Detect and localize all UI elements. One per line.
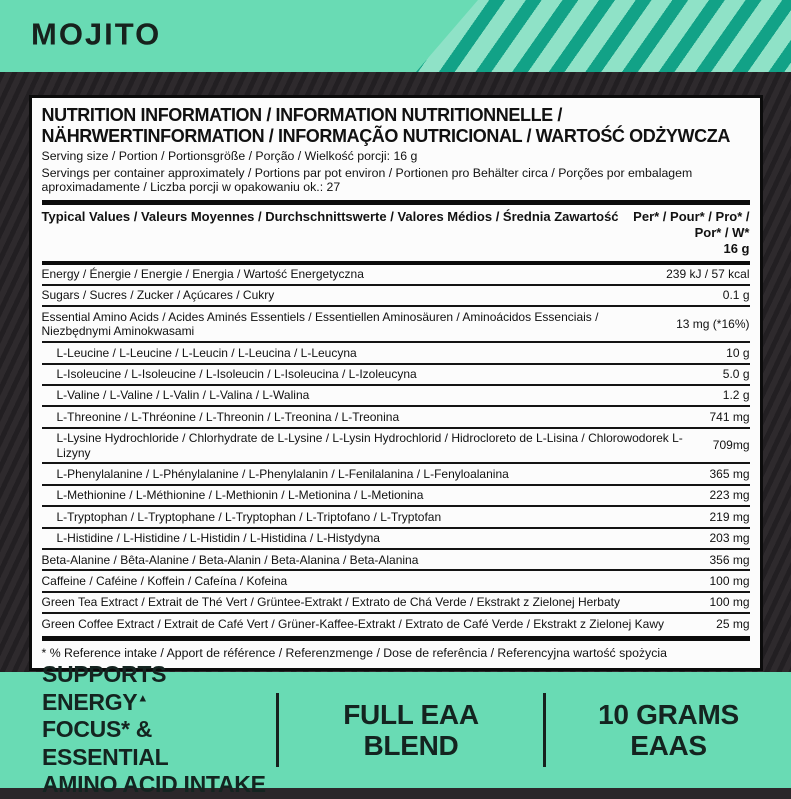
row-label: L-Lysine Hydrochloride / Chlorhydrate de L-Lysine / L-Lysin Hydrochlorid / Hidrocloreto de L-Lisina / Chlorowodorek L-Lizyny <box>56 431 683 460</box>
nutrition-panel <box>29 95 763 671</box>
row-value: 5.0 g <box>722 367 750 382</box>
claim-line: 10 GRAMS <box>598 698 739 730</box>
row-value: 223 mg <box>709 488 750 503</box>
row-label: L-Tryptophan / L-Tryptophane / L-Tryptophan / L-Triptofano / L-Tryptofan <box>56 509 442 524</box>
row-value: 25 mg <box>716 616 750 631</box>
label-body <box>0 72 791 672</box>
per-serving-line2: Por* / W* <box>694 224 750 240</box>
row-label: Green Coffee Extract / Extrait de Café Vert / Grüner-Kaffee-Extrakt / Extrato de Café Verde / Ekstrakt z Zielonej Kawy <box>41 616 664 631</box>
row-value: 100 mg <box>709 595 750 610</box>
claim-line: FOCUS* & ESSENTIAL <box>42 716 169 770</box>
row-label: Green Tea Extract / Extrait de Thé Vert / Grüntee-Extrakt / Extrato de Chá Verde / Ekstrakt z Zielonej Herbaty <box>41 595 620 610</box>
row-value: 13 mg (*16%) <box>676 317 750 332</box>
claim-full-eaa-blend <box>279 699 543 762</box>
claim-line: BLEND <box>363 730 459 761</box>
nutrient-row <box>42 569 750 590</box>
nutrient-row <box>42 405 750 426</box>
row-value: 10 g <box>726 345 750 360</box>
row-value: 203 mg <box>709 531 750 546</box>
row-label: L-Phenylalanine / L-Phénylalanine / L-Phenylalanin / L-Fenilalanina / L-Fenyloalanina <box>56 466 509 481</box>
row-value: 1.2 g <box>722 388 750 403</box>
claim-line <box>42 661 276 716</box>
reference-intake-footnote: * % Reference intake / Apport de référence / Referenzmenge / Dose de referência / Referencyjna wartość spożycia <box>42 636 750 660</box>
row-value: 0.1 g <box>722 288 750 303</box>
nutrient-row <box>42 265 750 284</box>
row-value: 365 mg <box>709 466 750 481</box>
claim-line: EAAS <box>630 730 707 761</box>
nutrient-row <box>42 484 750 505</box>
nutrient-row <box>42 612 750 633</box>
column-header-typical-values: Typical Values / Valeurs Moyennes / Durchschnittswerte / Valores Médios / Średnia Zawartość <box>41 209 619 224</box>
nutrient-row <box>42 548 750 569</box>
row-value: 356 mg <box>709 552 750 567</box>
claim-10-grams-eaas <box>546 699 791 762</box>
row-label: Energy / Énergie / Energie / Energia / Wartość Energetyczna <box>41 267 364 282</box>
nutrient-row <box>42 527 750 548</box>
serving-size-text: Serving size / Portion / Portionsgröße / Porção / Wielkość porcji: 16 g <box>41 148 418 163</box>
nutrient-table <box>42 265 750 634</box>
row-value: 100 mg <box>709 573 750 588</box>
nutrient-row <box>42 341 750 362</box>
row-label: L-Valine / L-Valine / L-Valin / L-Valina / L-Walina <box>56 388 310 403</box>
nutrient-row <box>42 591 750 612</box>
per-serving-line1: Per* / Pour* / Pro* / <box>633 209 750 224</box>
row-label: L-Isoleucine / L-Isoleucine / L-Isoleucin / L-Isoleucina / L-Izoleucyna <box>56 367 417 382</box>
row-label: Caffeine / Caféine / Koffein / Cafeína / Kofeina <box>41 573 288 588</box>
claim-line: AMINO ACID INTAKE <box>42 771 266 798</box>
nutrient-row <box>42 384 750 405</box>
row-label: L-Histidine / L-Histidine / L-Histidin / L-Histidina / L-Histydyna <box>56 531 380 546</box>
row-label: L-Threonine / L-Thréonine / L-Threonin / L-Treonina / L-Treonina <box>56 409 400 424</box>
row-value: 219 mg <box>709 509 750 524</box>
diagonal-stripes-decoration <box>416 0 791 72</box>
panel-title-line1: NUTRITION INFORMATION / INFORMATION NUTRITIONNELLE / <box>41 105 562 125</box>
nutrient-row <box>42 427 750 463</box>
nutrient-row <box>42 363 750 384</box>
row-value: 709mg <box>712 438 750 453</box>
nutrient-row <box>42 505 750 526</box>
column-header-per-serving <box>633 209 749 257</box>
row-label: Essential Amino Acids / Acides Aminés Essentiels / Essentiellen Aminosäuren / Aminoácidos Essenciais / Niezbędnymi Aminokwasami <box>41 309 599 339</box>
panel-title-line2: NÄHRWERTINFORMATION / INFORMAÇÃO NUTRICIONAL / WARTOŚĆ ODŻYWCZA <box>41 125 730 146</box>
row-label: L-Leucine / L-Leucine / L-Leucin / L-Leucina / L-Leucyna <box>56 345 357 360</box>
row-label: L-Methionine / L-Méthionine / L-Methionin / L-Metionina / L-Metionina <box>56 488 424 503</box>
nutrient-row <box>42 284 750 305</box>
nutrient-row <box>42 305 750 341</box>
flavor-name: MOJITO <box>31 16 162 52</box>
bottom-claims-band <box>0 661 791 798</box>
triangle-reference-mark: ▲ <box>137 691 148 704</box>
row-label: Sugars / Sucres / Zucker / Açúcares / Cukry <box>41 288 275 303</box>
per-serving-amount: 16 g <box>723 240 750 256</box>
row-value: 741 mg <box>709 409 750 424</box>
row-label: Beta-Alanine / Bêta-Alanine / Beta-Alanin / Beta-Alanina / Beta-Alanina <box>41 552 419 567</box>
claim-supports-energy <box>0 661 276 799</box>
servings-per-container-text: Servings per container approximately / Portions par pot environ / Portionen pro Behälter circa / Porções por embalagem aproximadamente / Liczba porcji w opakowaniu ok.: 27 <box>41 165 693 195</box>
claim-text: SUPPORTS ENERGY <box>42 661 167 715</box>
row-value: 239 kJ / 57 kcal <box>666 267 750 282</box>
top-flavor-band <box>0 0 791 72</box>
panel-title <box>42 105 750 147</box>
claim-line: FULL EAA <box>343 698 479 730</box>
nutrient-row <box>42 462 750 483</box>
table-column-header <box>42 205 750 261</box>
